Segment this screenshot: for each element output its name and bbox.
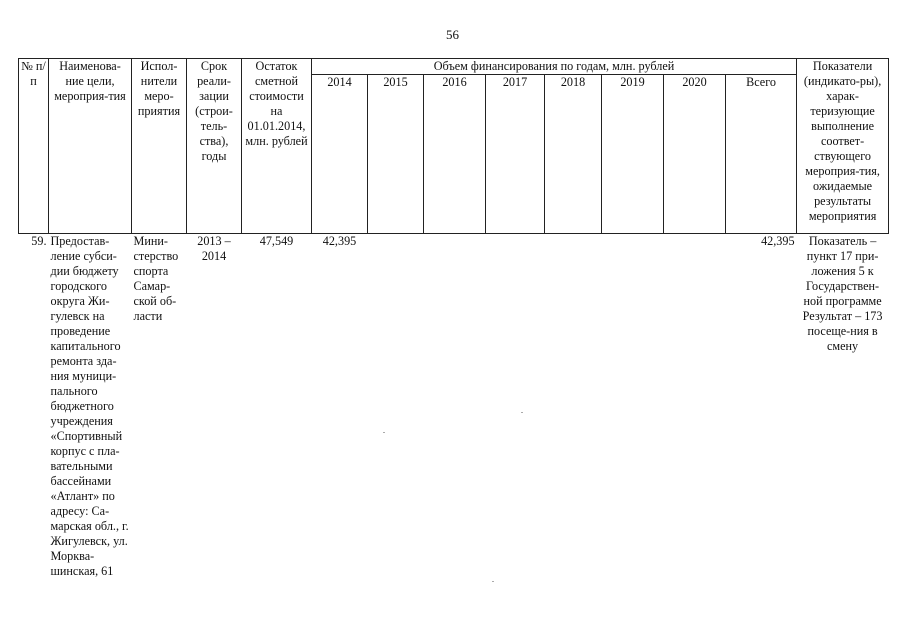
header-year-2020: 2020 xyxy=(664,75,726,234)
header-term: Срок реали-зации (строи-тель-ства), годы xyxy=(187,59,242,234)
header-remain: Остаток сметной стоимости на 01.01.2014, млн. рублей xyxy=(242,59,312,234)
row-2014: 42,395 xyxy=(312,234,368,580)
row-num: 59. xyxy=(19,234,49,580)
row-2020 xyxy=(664,234,726,580)
header-total: Всего xyxy=(726,75,797,234)
program-table xyxy=(18,58,889,579)
header-year-2017: 2017 xyxy=(486,75,545,234)
header-executor: Испол-нители меро-приятия xyxy=(132,59,187,234)
header-year-2015: 2015 xyxy=(368,75,424,234)
row-2019 xyxy=(602,234,664,580)
page-number: 56 xyxy=(446,27,459,42)
row-name: Предостав-ление субси-дии бюджету городского округа Жи-гулевск на проведение капитального ремонта зда-ния муници-пального бюджетного учреждения «Спортивный корпус с пла-вательными бассейнами «Атлант» по адресу: Са-марская обл., г. Жигулевск, ул. Морква-шинская, 61 xyxy=(49,234,132,580)
row-2016 xyxy=(424,234,486,580)
row-term: 2013 – 2014 xyxy=(187,234,242,580)
header-year-2014: 2014 xyxy=(312,75,368,234)
scan-speck xyxy=(492,581,494,582)
header-funding: Объем финансирования по годам, млн. рублей xyxy=(312,59,797,75)
header-year-2016: 2016 xyxy=(424,75,486,234)
header-year-2019: 2019 xyxy=(602,75,664,234)
header-year-2018: 2018 xyxy=(545,75,602,234)
row-executor: Мини-стерство спорта Самар-ской об-ласти xyxy=(132,234,187,580)
row-indicators: Показатель – пункт 17 при-ложения 5 к Государствен-ной программе Результат – 173 посеще-ния в смену xyxy=(797,234,889,580)
scan-speck xyxy=(383,432,385,433)
scan-speck xyxy=(521,412,523,413)
header-name: Наименова-ние цели, мероприя-тия xyxy=(49,59,132,234)
row-total: 42,395 xyxy=(726,234,797,580)
row-2015 xyxy=(368,234,424,580)
table-row xyxy=(19,234,889,580)
header-num: № п/п xyxy=(19,59,49,234)
row-2018 xyxy=(545,234,602,580)
row-2017 xyxy=(486,234,545,580)
header-indicators: Показатели (индикато-ры), харак-теризующие выполнение соответ-ствующего мероприя-тия, ожидаемые результаты мероприятия xyxy=(797,59,889,234)
row-remain: 47,549 xyxy=(242,234,312,580)
